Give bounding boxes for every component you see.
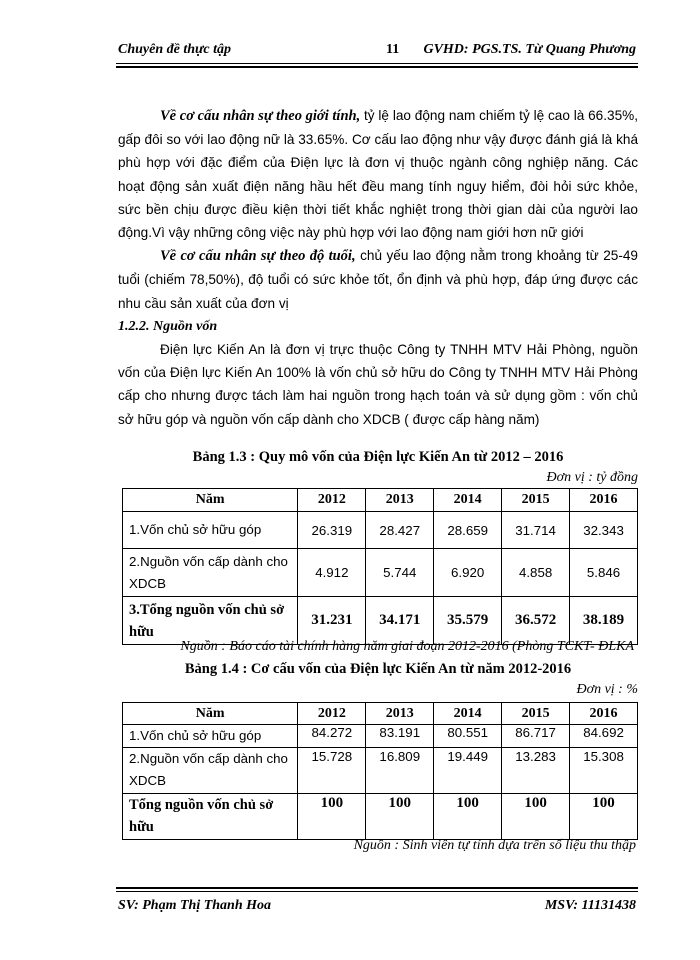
table1-title: Bảng 1.3 : Quy mô vốn của Điện lực Kiến An từ 2012 – 2016: [192, 449, 564, 465]
cell-value: 38.189: [570, 597, 638, 645]
row-label: 2.Nguồn vốn cấp dành cho XDCB: [123, 748, 298, 794]
cell-value: 100: [298, 794, 366, 840]
cell-value: 100: [502, 794, 570, 840]
footer-rule-thin: [116, 891, 638, 892]
age-text: chủ yếu lao động nằm trong khoảng từ 25-49 tuổi (chiếm 78,50%), độ tuổi có sức khỏe tốt, ổn định và phù hợp, đáp ứng được các nhu cầu sản xuất của đơn vị: [118, 248, 638, 311]
cell-value: 36.572: [502, 597, 570, 645]
table1: [122, 488, 638, 645]
cell-value: 35.579: [434, 597, 502, 645]
row-label: Tổng nguồn vốn chủ sở hữu: [123, 794, 298, 840]
table-row: [123, 512, 638, 549]
table-row: [123, 748, 638, 794]
cell-value: 13.283: [502, 748, 570, 794]
cell-value: 31.714: [502, 512, 570, 549]
header-supervisor: GVHD: PGS.TS. Từ Quang Phương: [423, 42, 636, 57]
table1-source: Nguồn : Báo cáo tài chính hàng năm giai đoạn 2012-2016 (Phòng TCKT- ĐLKA: [180, 639, 634, 654]
cell-value: 5.846: [570, 549, 638, 597]
cell-value: 31.231: [298, 597, 366, 645]
cell-value: 28.427: [366, 512, 434, 549]
table-row: [123, 725, 638, 748]
table-header-cell: 2014: [434, 489, 502, 512]
table-header-cell: 2014: [434, 703, 502, 725]
cell-value: 15.728: [298, 748, 366, 794]
header-rule-thin: [116, 63, 638, 64]
table-header-cell: 2012: [298, 489, 366, 512]
table-header-cell: 2013: [366, 703, 434, 725]
header-title: Chuyên đề thực tập: [118, 42, 232, 57]
table-row-total: [123, 597, 638, 645]
cell-value: 6.920: [434, 549, 502, 597]
cell-value: 26.319: [298, 512, 366, 549]
cell-value: 19.449: [434, 748, 502, 794]
cell-value: 86.717: [502, 725, 570, 748]
table-header-cell: 2016: [570, 489, 638, 512]
row-label: 2.Nguồn vốn cấp dành cho XDCB: [123, 549, 298, 597]
gender-lead: Về cơ cấu nhân sự theo giới tính,: [160, 108, 361, 124]
table-header-cell: Năm: [123, 489, 298, 512]
table2: [122, 702, 638, 840]
age-lead: Về cơ cấu nhân sự theo độ tuổi,: [160, 248, 356, 265]
cell-value: 32.343: [570, 512, 638, 549]
footer-student-id: MSV: 11131438: [544, 898, 636, 913]
table-row: [123, 549, 638, 597]
cell-value: 5.744: [366, 549, 434, 597]
table1-unit: Đơn vị : tỷ đồng: [546, 470, 638, 485]
cell-value: 100: [434, 794, 502, 840]
page-footer: [118, 898, 636, 918]
cell-value: 100: [570, 794, 638, 840]
cell-value: 80.551: [434, 725, 502, 748]
cell-value: 84.272: [298, 725, 366, 748]
header-rule-thick: [116, 66, 638, 68]
body-text: [118, 104, 638, 431]
cell-value: 4.858: [502, 549, 570, 597]
footer-rule-thick: [116, 887, 638, 889]
row-label: 1.Vốn chủ sở hữu góp: [123, 512, 298, 549]
row-label: 1.Vốn chủ sở hữu góp: [123, 725, 298, 748]
table-header-cell: 2015: [502, 703, 570, 725]
row-label: 3.Tổng nguồn vốn chủ sở hữu: [123, 597, 298, 645]
section-heading: 1.2.2. Nguồn vốn: [118, 318, 218, 334]
table2-title: Bảng 1.4 : Cơ cấu vốn của Điện lực Kiến An từ năm 2012-2016: [184, 661, 572, 677]
cell-value: 28.659: [434, 512, 502, 549]
table-header-cell: 2013: [366, 489, 434, 512]
cell-value: 16.809: [366, 748, 434, 794]
page-number: 11: [386, 42, 400, 57]
table-header-row: [123, 489, 638, 512]
cell-value: 100: [366, 794, 434, 840]
cell-value: 83.191: [366, 725, 434, 748]
table-header-cell: Năm: [123, 703, 298, 725]
paragraph-age: [118, 244, 638, 315]
table-header-row: [123, 703, 638, 725]
table2-unit: Đơn vị : %: [576, 682, 638, 697]
table-header-cell: 2015: [502, 489, 570, 512]
page-header: [118, 42, 636, 62]
paragraph-capital: Điện lực Kiến An là đơn vị trực thuộc Công ty TNHH MTV Hải Phòng, nguồn vốn của Điện lực Kiến An 100% là vốn chủ sở hữu do Công ty TNHH MTV Hải Phòng cấp cho nhưng được tách làm hai nguồn trong hạch toán và sử dụng gồm : vốn chủ sở hữu góp và nguồn vốn cấp dành cho XDCB ( được cấp hàng năm): [118, 342, 638, 427]
footer-student: SV: Phạm Thị Thanh Hoa: [118, 898, 272, 913]
cell-value: 4.912: [298, 549, 366, 597]
cell-value: 84.692: [570, 725, 638, 748]
paragraph-gender: [118, 104, 638, 244]
table2-source: Nguồn : Sinh viên tự tính dựa trên số liệu thu thập: [353, 838, 636, 853]
cell-value: 34.171: [366, 597, 434, 645]
gender-text: tỷ lệ lao động nam chiếm tỷ lệ cao là 66.35%, gấp đôi so với lao động nữ là 33.65%. Cơ cấu lao động như vậy được đánh giá là khá phù hợp với đặc điểm của Điện lực là đơn vị thuộc ngành công nghiệp năng. Các hoạt động sản xuất điện năng hầu hết đều mang tính nguy hiểm, đòi hỏi sức khỏe, sức bền chịu được điều kiện thời tiết khắc nghiệt trong thời gian dài của người lao động.Vì vậy những công việc này phù hợp với lao động nam giới hơn nữ giới: [118, 108, 638, 241]
table-header-cell: 2012: [298, 703, 366, 725]
table-header-cell: 2016: [570, 703, 638, 725]
cell-value: 15.308: [570, 748, 638, 794]
table-row-total: [123, 794, 638, 840]
